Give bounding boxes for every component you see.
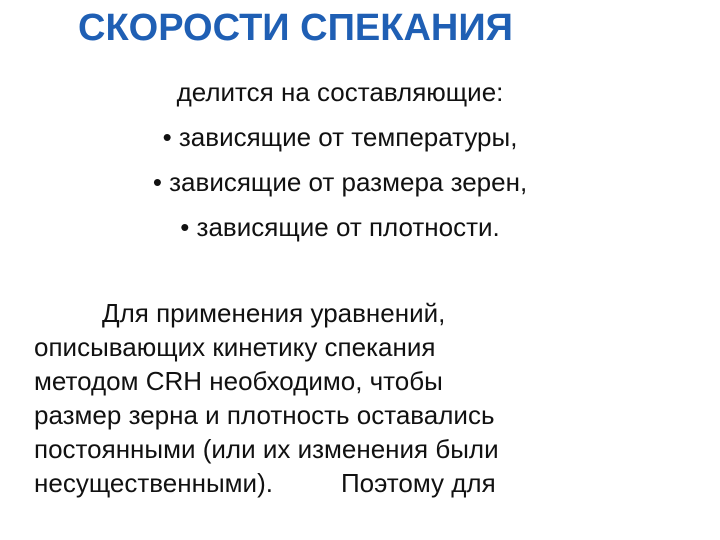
bullet-item-temperature: • зависящие от температуры, bbox=[162, 122, 518, 152]
slide-title: СКОРОСТИ СПЕКАНИЯ bbox=[78, 7, 513, 49]
paragraph-line: описывающих кинетику спекания bbox=[34, 332, 436, 362]
intro-block bbox=[90, 70, 590, 250]
paragraph-line: постоянными (или их изменения были bbox=[34, 434, 499, 464]
paragraph-line: методом CRH необходимо, чтобы bbox=[34, 366, 443, 396]
intro-line: делится на составляющие: bbox=[176, 77, 504, 107]
bullet-item-grain-size: • зависящие от размера зерен, bbox=[152, 167, 528, 197]
paragraph-line: Для применения уравнений, bbox=[102, 298, 446, 328]
bullet-item-density: • зависящие от плотности. bbox=[180, 212, 500, 242]
paragraph-line-split bbox=[34, 466, 594, 500]
paragraph-fragment: несущественными). bbox=[34, 468, 273, 498]
paragraph-fragment: Поэтому для bbox=[340, 468, 496, 498]
body-paragraph bbox=[34, 296, 594, 500]
paragraph-line: размер зерна и плотность оставались bbox=[34, 400, 495, 430]
